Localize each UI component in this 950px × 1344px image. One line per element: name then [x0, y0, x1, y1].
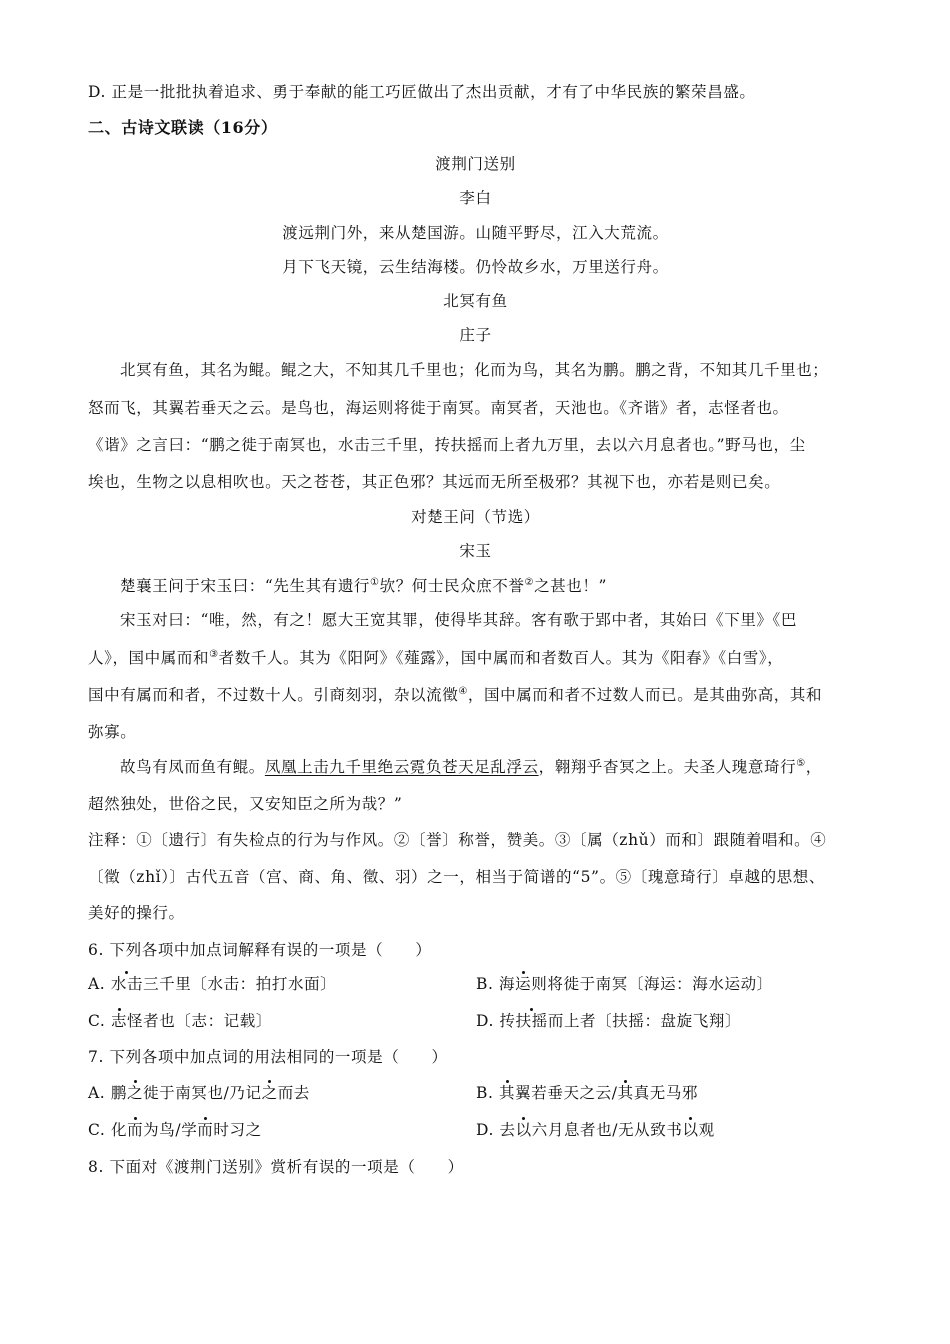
text3-line: 超然独处，世俗之民，又安知臣之所为哉？” [88, 795, 403, 813]
text2-line: 怒而飞，其翼若垂天之云。是鸟也，海运则将徙于南冥。南冥者，天池也。《齐谐》者，志怪者也。 [88, 399, 789, 417]
notes-line: 美好的操行。 [88, 904, 185, 922]
q6-option-d[interactable]: D. 抟扶摇而上者〔扶摇：盘旋飞翔〕 [476, 1012, 742, 1030]
text2-author: 庄子 [459, 326, 492, 344]
q7-option-d[interactable]: D. 去以六月息者也/无从致书以观 [476, 1121, 715, 1139]
q8-stem: 8. 下面对《渡荆门送别》赏析有误的一项是（ ） [88, 1158, 464, 1176]
q6-option-c[interactable]: C. 志怪者也〔志：记载〕 [88, 1012, 272, 1030]
text3-line: 国中有属而和者，不过数十人。引商刻羽，杂以流徵④，国中属而和者不过数人而已。是其曲弥高，其和 [88, 685, 823, 704]
q5-option-d: D. 正是一批批执着追求、勇于奉献的能工巧匠做出了杰出贡献，才有了中华民族的繁荣昌盛。 [88, 83, 756, 101]
text3-line: 人》，国中属而和③者数千人。其为《阳阿》《薤露》，国中属而和者数百人。其为《阳春》《白雪》， [88, 648, 784, 667]
text3-author: 宋玉 [459, 542, 492, 560]
text2-line: 埃也，生物之以息相吹也。天之苍苍，其正色邪？其远而无所至极邪？其视下也，亦若是则已矣。 [88, 473, 781, 491]
q7-stem: 7. 下列各项中加点词的用法相同的一项是（ ） [88, 1048, 448, 1066]
q7-option-b[interactable]: B. 其翼若垂天之云/其真无马邪 [476, 1084, 699, 1102]
q6-option-a[interactable]: A. 水击三千里〔水击：拍打水面〕 [88, 975, 337, 993]
poem1-line: 月下飞天镜，云生结海楼。仍怜故乡水，万里送行舟。 [282, 258, 669, 276]
q7-option-c[interactable]: C. 化而为鸟/学而时习之 [88, 1121, 262, 1139]
notes-line: 注释：①〔遗行〕有失检点的行为与作风。②〔誉〕称誉，赞美。③〔属（zhǔ）而和〕跟随着唱和。④ [88, 831, 827, 849]
poem1-line: 渡远荆门外，来从楚国游。山随平野尽，江入大荒流。 [282, 224, 669, 242]
q6-stem: 6. 下列各项中加点词解释有误的一项是（ ） [88, 941, 432, 959]
q7-option-a[interactable]: A. 鹏之徙于南冥也/乃记之而去 [88, 1084, 310, 1102]
section-heading: 二、古诗文联读（16分） [88, 118, 278, 137]
text2-title: 北冥有鱼 [443, 292, 508, 310]
notes-line: 〔徵（zhǐ）〕古代五音（宫、商、角、徵、羽）之一，相当于简谱的“5”。⑤〔瑰意琦行〕卓越的思想、 [88, 868, 825, 886]
text2-line: 《谐》之言曰：“鹏之徙于南冥也，水击三千里，抟扶摇而上者九万里，去以六月息者也。”野马也，尘 [88, 436, 806, 454]
text2-line: 北冥有鱼，其名为鲲。鲲之大，不知其几千里也；化而为鸟，其名为鹏。鹏之背，不知其几千里也； [120, 361, 829, 379]
poem1-author: 李白 [459, 189, 492, 207]
text3-line: 宋玉对曰：“唯，然，有之！愿大王宽其罪，使得毕其辞。客有歌于郢中者，其始曰《下里》《巴 [120, 611, 797, 629]
text3-title: 对楚王问（节选） [411, 508, 540, 526]
text3-line: 故鸟有凤而鱼有鲲。凤凰上击九千里绝云霓负苍天足乱浮云，翱翔乎杳冥之上。夫圣人瑰意琦行⑤， [120, 757, 822, 776]
underlined-sentence: 凤凰上击九千里绝云霓负苍天足乱浮云 [264, 758, 539, 776]
text3-line: 楚襄王问于宋玉曰：“先生其有遗行①欤？何士民众庶不誉②之甚也！” [120, 576, 608, 595]
text3-line: 弥寡。 [88, 723, 137, 741]
poem1-title: 渡荆门送别 [435, 155, 516, 173]
q6-option-b[interactable]: B. 海运则将徙于南冥〔海运：海水运动〕 [476, 975, 773, 993]
